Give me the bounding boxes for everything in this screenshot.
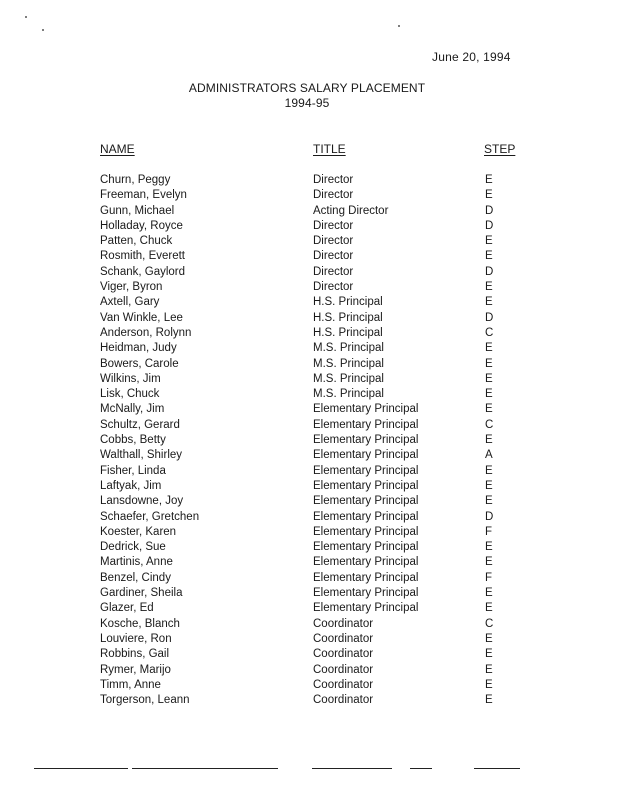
column-header-step: STEP — [484, 142, 516, 156]
row-name: Rymer, Marijo — [100, 663, 171, 676]
table-row — [0, 402, 618, 417]
row-name: Churn, Peggy — [100, 174, 171, 186]
table-row — [0, 249, 618, 264]
table-row — [0, 663, 618, 678]
row-title: Elementary Principal — [313, 479, 419, 492]
row-name: Kosche, Blanch — [100, 617, 180, 630]
row-step: A — [485, 449, 493, 462]
row-step: E — [485, 678, 493, 691]
table-row — [0, 510, 618, 525]
row-title: Director — [313, 265, 354, 278]
table-row — [0, 525, 618, 540]
row-step: E — [485, 403, 493, 416]
row-title: Director — [313, 174, 354, 186]
scan-speck — [398, 25, 400, 27]
row-step: F — [485, 525, 493, 538]
row-title: Elementary Principal — [313, 464, 419, 477]
row-title: Elementary Principal — [313, 602, 419, 615]
row-step: D — [485, 265, 494, 278]
bottom-rule — [34, 768, 128, 769]
table-row — [0, 219, 618, 234]
row-step: E — [485, 388, 493, 401]
row-title: Director — [313, 250, 354, 263]
row-name: Glazer, Ed — [100, 602, 154, 615]
table-row — [0, 448, 618, 463]
row-step: E — [485, 495, 493, 508]
placement-table — [0, 173, 618, 708]
row-step: D — [485, 219, 494, 232]
row-name: Lansdowne, Joy — [100, 495, 184, 508]
row-title: M.S. Principal — [313, 342, 384, 355]
row-name: Walthall, Shirley — [100, 449, 183, 462]
row-step: E — [485, 357, 493, 370]
table-row — [0, 678, 618, 693]
row-name: Fisher, Linda — [100, 464, 166, 477]
row-title: H.S. Principal — [313, 296, 383, 309]
table-row — [0, 433, 618, 448]
row-step: C — [485, 418, 494, 431]
row-title: Director — [313, 219, 354, 232]
row-title: Elementary Principal — [313, 403, 419, 416]
row-step: E — [485, 648, 493, 661]
row-step: E — [485, 434, 493, 447]
document-subtitle: 1994-95 — [284, 96, 330, 110]
row-title: Coordinator — [313, 632, 374, 645]
table-row — [0, 387, 618, 402]
row-title: Coordinator — [313, 648, 374, 661]
row-title: Elementary Principal — [313, 495, 419, 508]
row-name: Gunn, Michael — [100, 204, 175, 217]
table-row — [0, 479, 618, 494]
row-name: Bowers, Carole — [100, 357, 179, 370]
table-row — [0, 234, 618, 249]
row-name: Axtell, Gary — [100, 296, 160, 309]
row-name: Martinis, Anne — [100, 556, 173, 569]
row-step: E — [485, 479, 493, 492]
table-row — [0, 311, 618, 326]
row-name: Anderson, Rolynn — [100, 326, 192, 339]
row-name: McNally, Jim — [100, 403, 165, 416]
row-title: Acting Director — [313, 204, 389, 217]
table-row — [0, 372, 618, 387]
row-step: E — [485, 632, 493, 645]
row-name: Robbins, Gail — [100, 648, 170, 661]
row-name: Cobbs, Betty — [100, 434, 166, 447]
row-title: Elementary Principal — [313, 510, 419, 523]
row-name: Timm, Anne — [100, 678, 161, 691]
row-name: Viger, Byron — [100, 281, 163, 294]
row-step: E — [485, 250, 493, 263]
row-step: E — [485, 342, 493, 355]
row-name: Schank, Gaylord — [100, 265, 186, 278]
table-row — [0, 555, 618, 570]
row-name: Freeman, Evelyn — [100, 189, 187, 202]
row-title: M.S. Principal — [313, 388, 384, 401]
column-header-name: NAME — [100, 142, 135, 156]
row-step: E — [485, 464, 493, 477]
row-step: D — [485, 204, 494, 217]
table-row — [0, 173, 618, 188]
table-row — [0, 632, 618, 647]
table-row — [0, 617, 618, 632]
table-row — [0, 265, 618, 280]
row-title: Director — [313, 281, 354, 294]
row-step: E — [485, 663, 493, 676]
row-step: E — [485, 189, 493, 202]
row-step: E — [485, 281, 493, 294]
row-name: Schaefer, Gretchen — [100, 510, 200, 523]
row-step: F — [485, 571, 493, 584]
bottom-rule — [410, 768, 432, 769]
table-row — [0, 204, 618, 219]
row-title: H.S. Principal — [313, 311, 383, 324]
table-row — [0, 571, 618, 586]
row-title: Coordinator — [313, 678, 374, 691]
row-title: Coordinator — [313, 617, 374, 630]
row-title: H.S. Principal — [313, 326, 383, 339]
row-step: E — [485, 556, 493, 569]
row-step: E — [485, 296, 493, 309]
row-step: D — [485, 510, 494, 523]
row-step: E — [485, 602, 493, 615]
bottom-rule — [312, 768, 392, 769]
row-name: Lisk, Chuck — [100, 388, 160, 401]
row-step: E — [485, 694, 493, 707]
table-row — [0, 647, 618, 662]
table-row — [0, 464, 618, 479]
scan-speck — [42, 29, 44, 31]
column-header-title: TITLE — [313, 142, 346, 156]
row-step: E — [485, 372, 493, 385]
row-name: Gardiner, Sheila — [100, 587, 183, 600]
row-title: Elementary Principal — [313, 541, 419, 554]
table-row — [0, 540, 618, 555]
row-title: Elementary Principal — [313, 587, 419, 600]
table-row — [0, 601, 618, 616]
table-row — [0, 586, 618, 601]
table-row — [0, 188, 618, 203]
table-row — [0, 418, 618, 433]
row-name: Rosmith, Everett — [100, 250, 185, 263]
row-step: E — [485, 541, 493, 554]
row-name: Louviere, Ron — [100, 632, 172, 645]
document-date: June 20, 1994 — [432, 50, 511, 64]
row-step: E — [485, 587, 493, 600]
row-name: Torgerson, Leann — [100, 694, 190, 707]
row-step: D — [485, 311, 494, 324]
row-name: Laftyak, Jim — [100, 479, 162, 492]
table-row — [0, 494, 618, 509]
table-row — [0, 326, 618, 341]
bottom-rule — [132, 768, 278, 769]
row-title: Director — [313, 189, 354, 202]
row-step: E — [485, 235, 493, 248]
table-row — [0, 693, 618, 708]
row-title: Elementary Principal — [313, 571, 419, 584]
row-step: C — [485, 617, 494, 630]
row-name: Schultz, Gerard — [100, 418, 180, 431]
document-title: ADMINISTRATORS SALARY PLACEMENT — [188, 81, 426, 95]
row-name: Patten, Chuck — [100, 235, 173, 248]
row-title: M.S. Principal — [313, 357, 384, 370]
row-title: Elementary Principal — [313, 418, 419, 431]
row-name: Heidman, Judy — [100, 342, 177, 355]
row-name: Wilkins, Jim — [100, 372, 161, 385]
row-title: M.S. Principal — [313, 372, 384, 385]
row-title: Elementary Principal — [313, 434, 419, 447]
row-name: Holladay, Royce — [100, 219, 183, 232]
row-title: Elementary Principal — [313, 449, 419, 462]
bottom-rule — [474, 768, 520, 769]
row-title: Coordinator — [313, 663, 374, 676]
row-title: Elementary Principal — [313, 525, 419, 538]
row-title: Coordinator — [313, 694, 374, 707]
row-title: Elementary Principal — [313, 556, 419, 569]
scan-speck — [25, 16, 27, 18]
row-step: C — [485, 326, 494, 339]
table-row — [0, 295, 618, 310]
table-row — [0, 280, 618, 295]
row-name: Benzel, Cindy — [100, 571, 171, 584]
row-name: Van Winkle, Lee — [100, 311, 183, 324]
row-step: E — [485, 174, 493, 186]
table-row — [0, 341, 618, 356]
row-title: Director — [313, 235, 354, 248]
row-name: Koester, Karen — [100, 525, 177, 538]
row-name: Dedrick, Sue — [100, 541, 166, 554]
table-row — [0, 357, 618, 372]
